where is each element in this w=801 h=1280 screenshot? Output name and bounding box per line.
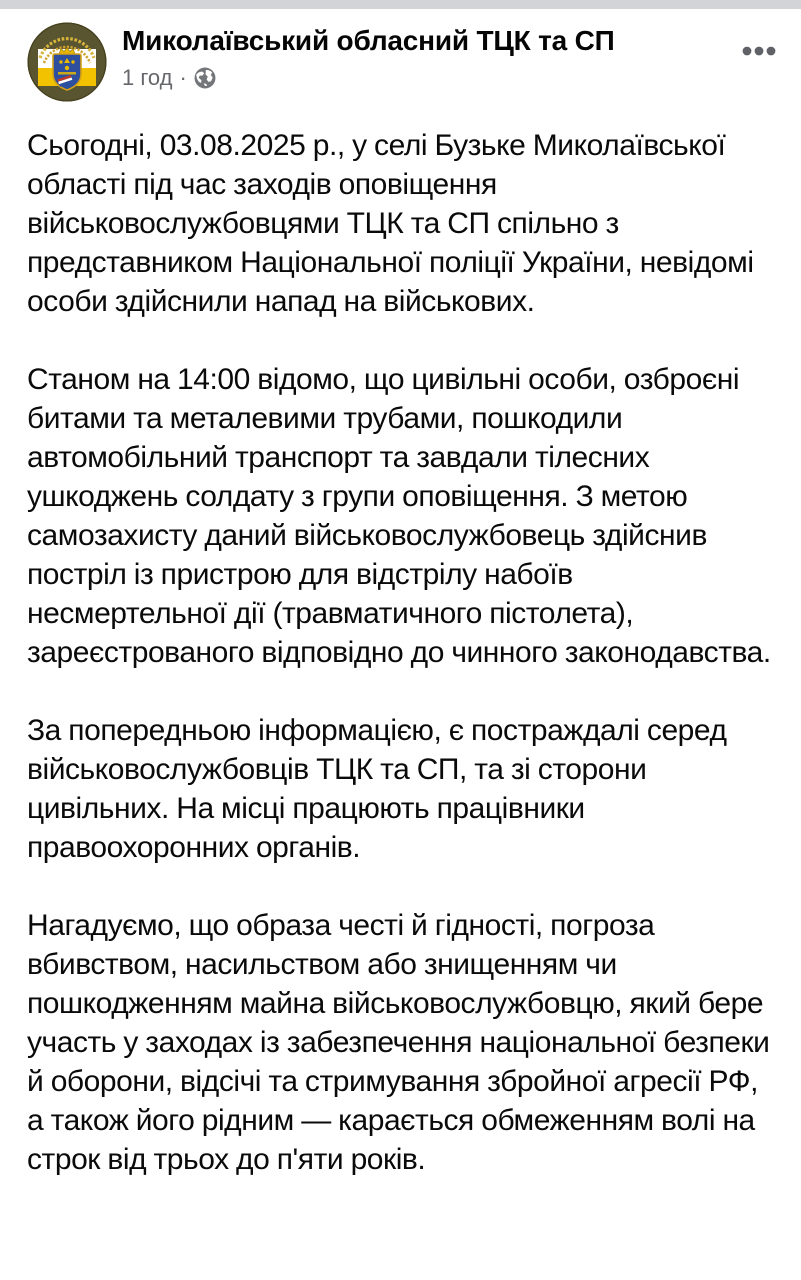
post-header bbox=[27, 22, 776, 102]
timestamp-link[interactable]: 1 год bbox=[122, 65, 173, 90]
tcc-emblem-icon bbox=[27, 22, 107, 102]
post-paragraph: За попередньою інформацією, є постраждалі серед військовослужбовців ТЦК та СП, та зі сторони цивільних. На місці працюють працівники правоохоронних органів. bbox=[27, 714, 727, 864]
ellipsis-icon bbox=[742, 44, 776, 59]
post-meta bbox=[122, 65, 615, 91]
post-paragraph: Нагадуємо, що образа честі й гідності, погроза вбивством, насильством або знищенням чи пошкодженням майна військовослужбовцю, який бере участь у заходах із забезпечення національної безпеки й оборони, відсічі та стримування збройної агресії РФ, а також його рідним — карається обмеженням волі на строк від трьох до п'яти років. bbox=[27, 909, 770, 1176]
post-paragraph: Сьогодні, 03.08.2025 р., у селі Бузьке Миколаївської області під час заходів оповіщення військовослужбовцями ТЦК та СП спільно з представником Національної поліції України, невідомі особи здійснили напад на військових. bbox=[27, 129, 754, 318]
post-paragraph: Станом на 14:00 відомо, що цивільні особи, озброєні битами та металевими трубами, пошкодили автомобільний транспорт та завдали тілесних ушкоджень солдату з групи оповіщення. З метою самозахисту даний військовослужбовець здійснив постріл із пристрою для відстрілу набоїв несмертельної дії (травматичного пістолета), зареєстрованого відповідно до чинного законодавства. bbox=[27, 363, 771, 669]
facebook-post bbox=[0, 9, 801, 1179]
header-text bbox=[122, 22, 615, 91]
post-options-button[interactable] bbox=[732, 36, 776, 66]
meta-separator: · bbox=[179, 65, 187, 90]
previous-post-edge bbox=[0, 0, 801, 9]
page-name-link[interactable]: Миколаївський обласний ТЦК та СП bbox=[122, 25, 615, 56]
globe-icon bbox=[194, 67, 216, 89]
page-avatar[interactable] bbox=[27, 22, 107, 102]
post-text bbox=[27, 126, 776, 1179]
